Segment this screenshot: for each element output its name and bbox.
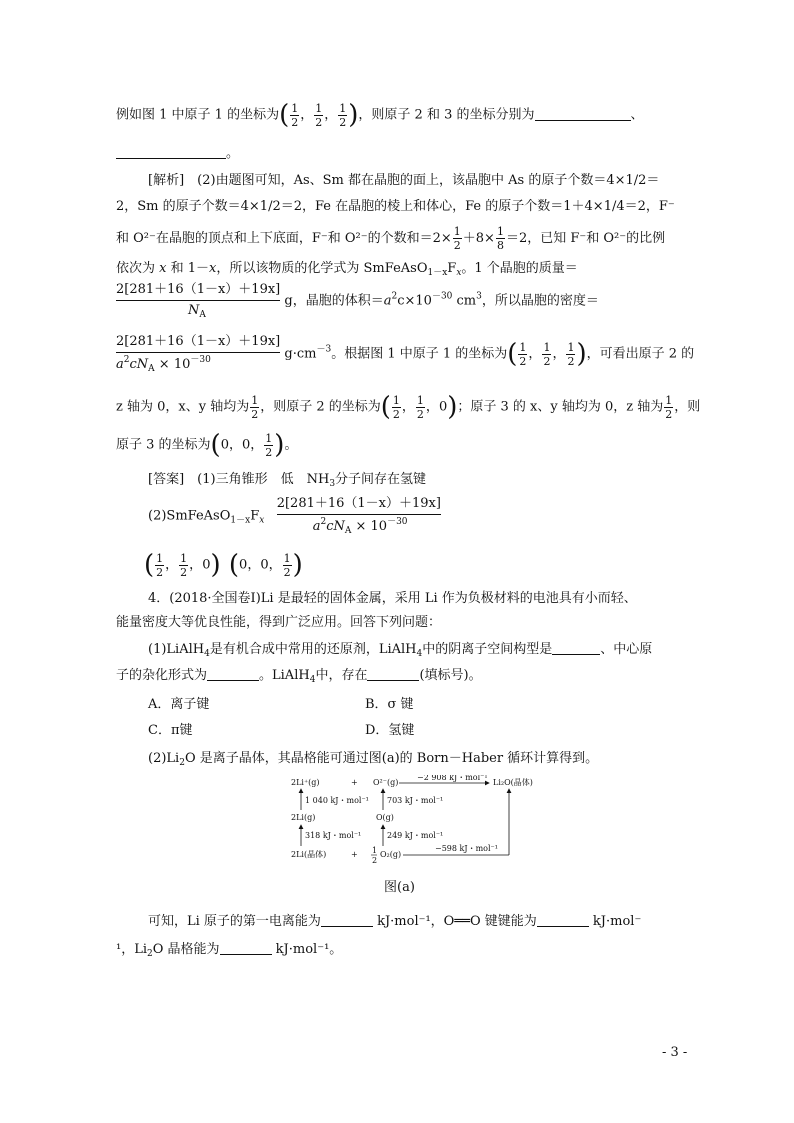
superscript: －3 xyxy=(316,344,332,355)
text: c×10 xyxy=(397,293,432,309)
text: D．氢键 xyxy=(365,723,415,738)
text: g·cm xyxy=(280,346,317,362)
option-c[interactable] xyxy=(148,722,193,740)
num: 1 xyxy=(180,551,188,565)
text: O 晶格能为 xyxy=(152,942,220,957)
text: ，所以晶胞的密度＝ xyxy=(481,293,599,309)
dg-half-num: 1 xyxy=(372,846,378,855)
analysis-line-4 xyxy=(116,260,578,282)
text: 0 xyxy=(239,557,248,573)
dg-mid-left: 2Li(g) xyxy=(291,813,316,822)
text: 、 xyxy=(630,107,644,123)
text: 能量密度大等优良性能，得到广泛应用。回答下列问题： xyxy=(116,615,442,630)
text: cN xyxy=(326,518,345,534)
text: (2)由题图可知，As、Sm 都在晶胞的面上，该晶胞中 As 的原子个数＝4×1/2＝ xyxy=(197,173,660,188)
text: z 轴为 0，x、y 轴均为 xyxy=(116,399,250,415)
text: 、中心原 xyxy=(600,642,653,657)
paren: ( xyxy=(228,550,240,580)
text: O 是离子晶体，其晶格能可通过图(a)的 Born－Haber 循环计算得到。 xyxy=(184,751,599,766)
text: B．σ 键 xyxy=(365,697,414,712)
fraction xyxy=(496,226,505,251)
analysis-line-3 xyxy=(116,226,665,251)
text: (2)Li xyxy=(148,751,180,766)
den: 2 xyxy=(416,407,424,421)
q4-fill-line-2 xyxy=(116,940,342,963)
q4-intro-2 xyxy=(116,614,441,632)
text: 依次为 xyxy=(116,261,156,276)
q3-second-blank-line xyxy=(116,144,239,163)
text: 0 xyxy=(260,557,269,573)
q3-coordinate-line: 例如图 1 中原子 1 的坐标为( $\frac{1}{2}$ ， $\frac{1}{2}$ ， $\frac{1}{2}$ )，则原子 2 和 3 的坐标分别为 、 xyxy=(116,100,644,130)
q4-intro-1 xyxy=(148,590,637,608)
option-d[interactable] xyxy=(365,722,414,740)
fraction xyxy=(179,553,188,578)
subscript: A xyxy=(344,525,352,536)
den: 2 xyxy=(291,115,299,129)
text: ，则原子 2 和 3 的坐标分别为 xyxy=(358,107,535,123)
paren: ) xyxy=(348,100,359,130)
var-x: x xyxy=(159,261,167,276)
den: 2 xyxy=(251,407,259,421)
fraction xyxy=(155,553,164,578)
dg-energy-1: 1 040 kJ・mol⁻¹ xyxy=(305,796,369,805)
q4-part1-line-2 xyxy=(116,666,482,689)
answer-tag: [答案] xyxy=(148,472,185,487)
den: 2 xyxy=(665,407,673,421)
var-x: x xyxy=(209,261,217,276)
fraction xyxy=(664,395,673,420)
text: ，所以该物质的化学式为 SmFeAsO xyxy=(216,261,428,276)
analysis-line-8: 原子 3 的坐标为(0，0， $\frac{1}{2}$ )。 xyxy=(116,430,298,460)
num: 1 xyxy=(496,225,504,238)
dg-top-mid: O²⁻(g) xyxy=(373,778,399,787)
subscript: 2 xyxy=(147,949,153,959)
text: 0 xyxy=(242,437,251,453)
text: × 10 xyxy=(154,356,191,372)
text: 是有机合成中常用的还原剂，LiAlH xyxy=(209,642,417,657)
text: 2，Sm 的原子个数＝4×1/2＝2，Fe 在晶胞的棱上和体心，Fe 的原子个数＝1＋4×1/4＝2，F⁻ xyxy=(116,199,675,214)
den: 2 xyxy=(156,565,164,579)
dg-plus-1: + xyxy=(351,778,358,787)
paren: ) xyxy=(576,339,587,370)
q4-fill-line-1 xyxy=(148,912,641,931)
text: × 10 xyxy=(351,518,388,534)
analysis-line-2 xyxy=(116,198,675,216)
dg-bottom-arrow-label: −598 kJ・mol⁻¹ xyxy=(435,844,498,853)
answer-line-3: ( $\frac{1}{2}$ ， $\frac{1}{2}$ ，0) (0，0， $\frac{1}{2}$ ) xyxy=(144,550,303,580)
mass-fraction xyxy=(116,282,280,320)
text: 0 xyxy=(220,437,229,453)
fraction xyxy=(542,342,551,367)
text: g，晶胞的体积＝ xyxy=(280,293,384,309)
superscript: 2 xyxy=(391,291,398,302)
superscript: －30 xyxy=(431,291,453,302)
superscript: 2 xyxy=(320,516,327,527)
text: (1)LiAlH xyxy=(148,642,205,657)
paren: ( xyxy=(210,430,221,460)
text: 。LiAlH xyxy=(259,668,310,683)
text: ，则 xyxy=(674,399,701,415)
superscript: 3 xyxy=(476,291,482,302)
fraction xyxy=(314,103,323,128)
dg-bot-mid: O₂(g) xyxy=(380,850,402,859)
text: kJ·mol⁻¹，O══O 键键能为 xyxy=(372,914,537,929)
text: cm xyxy=(452,293,477,309)
dg-mid-right: O(g) xyxy=(376,813,394,822)
text: 分子间存在氢键 xyxy=(335,472,427,487)
num: 2[281＋16（1－x）＋19x] xyxy=(276,496,441,511)
den: 2 xyxy=(283,565,291,579)
superscript: －30 xyxy=(387,516,408,527)
text: 。1 个晶胞的质量＝ xyxy=(461,261,578,276)
dg-bot-left: 2Li(晶体) xyxy=(291,850,327,859)
subscript: A xyxy=(148,363,155,374)
fraction xyxy=(518,342,527,367)
text: 0 xyxy=(202,557,211,573)
den: 2 xyxy=(392,407,400,421)
answer-line-1 xyxy=(148,471,426,493)
fraction xyxy=(566,342,575,367)
num: 1 xyxy=(283,551,291,565)
text: 0 xyxy=(438,399,448,415)
text: (2)SmFeAsO xyxy=(148,508,231,524)
text: (填标号)。 xyxy=(419,668,482,683)
den xyxy=(116,300,280,321)
dg-energy-3: 318 kJ・mol⁻¹ xyxy=(305,831,362,840)
den xyxy=(116,352,280,375)
num: 1 xyxy=(519,340,527,354)
answer-blank[interactable] xyxy=(367,666,419,681)
text: 中，存在 xyxy=(315,668,368,683)
text: 和 O²⁻在晶胞的顶点和上下底面，F⁻和 O²⁻的个数和＝2× xyxy=(116,231,452,246)
paren: ) xyxy=(210,550,221,580)
text: N xyxy=(188,302,200,318)
q4-part2-line xyxy=(148,750,598,772)
paren: ) xyxy=(274,430,285,460)
den: 2 xyxy=(453,239,461,252)
fraction xyxy=(290,103,299,128)
text: F xyxy=(250,508,260,524)
text: kJ·mol⁻¹。 xyxy=(271,942,343,957)
text: ；原子 3 的 x、y 轴均为 0，z 轴为 xyxy=(457,399,664,415)
subscript: A xyxy=(199,309,206,320)
paren: ( xyxy=(507,339,518,370)
fraction xyxy=(264,433,273,458)
num: 1 xyxy=(567,340,575,354)
answer-blank[interactable] xyxy=(552,640,600,655)
dg-half-den: 2 xyxy=(372,856,378,865)
page-number: - 3 - xyxy=(662,1045,688,1060)
paren: ( xyxy=(144,550,155,580)
paren: ( xyxy=(380,392,391,422)
subscript: 4 xyxy=(416,649,423,659)
text: 子的杂化形式为 xyxy=(116,668,208,683)
den: 2 xyxy=(543,354,551,368)
analysis-tag: [解析] xyxy=(148,173,185,188)
den: 8 xyxy=(496,239,504,252)
analysis-line-5 xyxy=(116,282,599,320)
analysis-line-6: $\frac{2[281+16(1-x)+19x]}{a^2cN_A \times 10^{-30}}$ $g\cdot cm^{-3}$。根据图 1 中原子 1 的坐标为( $\frac{1}{2}$ ， $\frac{1}{2}$ ， $\frac{1}{2}$ )，可看出原子 2 的 xyxy=(116,334,695,374)
text: A．离子键 xyxy=(148,697,210,712)
text: 。 xyxy=(284,437,298,453)
den: 2 xyxy=(315,115,323,129)
num: 1 xyxy=(416,393,424,407)
answer-density-fraction xyxy=(277,496,441,536)
num: 1 xyxy=(251,393,259,407)
dg-top-arrow-label: −2 908 kJ・mol⁻¹ xyxy=(417,775,488,782)
paren: ( xyxy=(279,100,290,130)
num: 1 xyxy=(339,101,347,115)
dg-energy-4: 249 kJ・mol⁻¹ xyxy=(387,831,444,840)
text: ，则原子 2 的坐标为 xyxy=(260,399,381,415)
superscript: 2 xyxy=(123,354,130,365)
num: 1 xyxy=(156,551,164,565)
text: 原子 3 的坐标为 xyxy=(116,437,211,453)
dg-top-left: 2Li⁺(g) xyxy=(291,778,320,787)
text: 。根据图 1 中原子 1 的坐标为 xyxy=(331,346,508,362)
answer-blank[interactable] xyxy=(535,106,631,121)
answer-blank[interactable] xyxy=(116,144,226,159)
answer-line-2 xyxy=(148,496,441,536)
num: 1 xyxy=(392,393,400,407)
den: 2 xyxy=(519,354,527,368)
text: 图(a) xyxy=(384,880,415,895)
paren: ) xyxy=(447,392,458,422)
den: 2 xyxy=(180,565,188,579)
text: 4．(2018·全国卷Ⅰ)Li 是最轻的固体金属，采用 Li 作为负极材料的电池具有小而轻、 xyxy=(148,591,637,606)
dg-plus-2: + xyxy=(351,850,358,859)
text: C．π键 xyxy=(148,723,193,738)
num: 2[281＋16（1－x）＋19x] xyxy=(116,282,281,297)
text: 中的阴离子空间构型是 xyxy=(422,642,553,657)
dg-energy-2: 703 kJ・mol⁻¹ xyxy=(387,796,444,805)
option-a[interactable] xyxy=(148,696,209,714)
answer-blank[interactable] xyxy=(321,912,373,927)
text: 可知，Li 原子的第一电离能为 xyxy=(148,914,321,929)
subscript: 4 xyxy=(204,649,210,659)
den: 2 xyxy=(339,115,347,129)
subscript: 1－x xyxy=(230,515,251,526)
fraction xyxy=(453,226,462,251)
fraction xyxy=(416,395,425,420)
num: 1 xyxy=(453,225,461,238)
num: 1 xyxy=(265,431,273,445)
text: a xyxy=(312,518,321,534)
num: 1 xyxy=(315,101,323,115)
density-fraction xyxy=(116,334,280,374)
fraction xyxy=(338,103,347,128)
text: kJ·mol⁻ xyxy=(588,914,642,929)
answer-blank[interactable] xyxy=(537,912,589,927)
text: 例如图 1 中原子 1 的坐标为 xyxy=(116,107,280,123)
subscript: 1－x xyxy=(427,268,448,278)
var-a: a xyxy=(383,293,392,309)
num: 2[281＋16（1－x）＋19x] xyxy=(116,334,281,349)
subscript: 2 xyxy=(179,758,185,768)
paren: ) xyxy=(292,550,303,580)
q4-part1-line-1 xyxy=(148,640,652,663)
fraction xyxy=(283,553,292,578)
answer-blank[interactable] xyxy=(207,666,259,681)
superscript: －30 xyxy=(190,354,211,365)
text: (1)三角锥形 低 NH xyxy=(197,472,330,487)
figure-caption xyxy=(384,879,415,897)
num: 1 xyxy=(665,393,673,407)
num: 1 xyxy=(543,340,551,354)
den: 2 xyxy=(265,445,273,459)
text: cN xyxy=(129,356,149,372)
option-b[interactable] xyxy=(365,696,414,714)
text: 和 1－ xyxy=(170,261,210,276)
text: 。 xyxy=(226,146,240,161)
subscript: x xyxy=(259,515,265,526)
text: F xyxy=(447,261,457,276)
fraction xyxy=(250,395,259,420)
num: 1 xyxy=(291,101,299,115)
subscript: 3 xyxy=(329,479,336,489)
text: a xyxy=(116,356,124,372)
text: ¹，Li xyxy=(116,942,148,957)
subscript: x xyxy=(456,268,462,278)
answer-blank[interactable] xyxy=(220,940,272,955)
dg-top-right: Li₂O(晶体) xyxy=(493,778,533,787)
analysis-line-1 xyxy=(148,172,659,190)
fraction xyxy=(392,395,401,420)
born-haber-diagram xyxy=(285,775,545,867)
den xyxy=(277,514,441,537)
subscript: 4 xyxy=(309,675,316,685)
text: ，可看出原子 2 的 xyxy=(586,346,695,362)
text: ＋8× xyxy=(462,231,495,246)
den: 2 xyxy=(567,354,575,368)
text: ＝2，已知 F⁻和 O²⁻的比例 xyxy=(505,231,666,246)
analysis-line-7: z 轴为 0，x、y 轴均为 $\frac{1}{2}$ ，则原子 2 的坐标为( $\frac{1}{2}$ ， $\frac{1}{2}$ ，0)；原子 3 的 x、y 轴均为 0，z 轴为 $\frac{1}{2}$ ，则 xyxy=(116,392,701,422)
